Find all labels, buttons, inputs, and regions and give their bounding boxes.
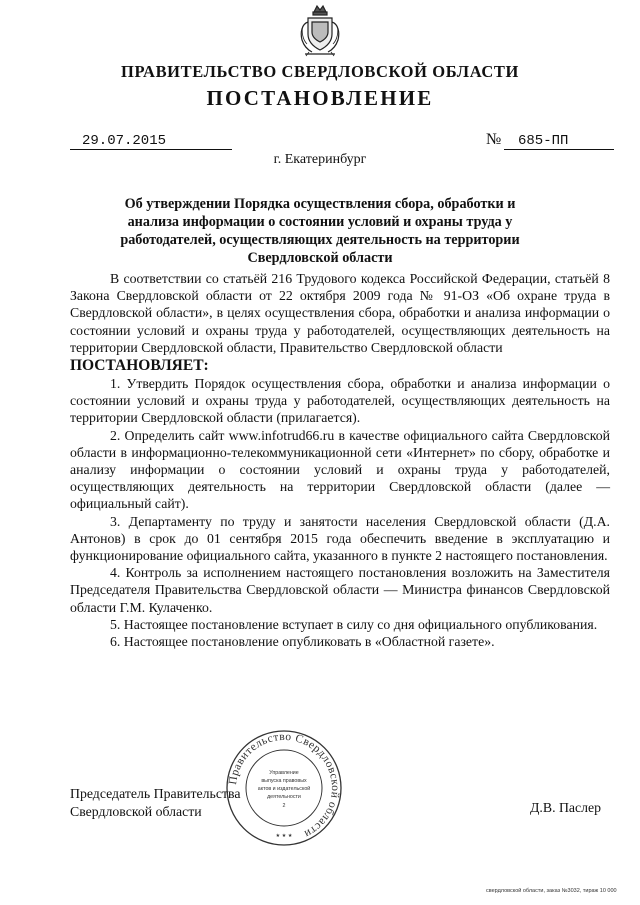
seal-text-line: выпуска правовых [261,778,307,784]
city: г. Екатеринбург [273,152,367,167]
document-date: 29.07.2015 [70,133,232,150]
signer-title [70,785,240,820]
number-label: № [486,131,502,148]
document-type-title: ПОСТАНОВЛЕНИЕ [206,86,434,110]
official-seal-stamp [224,728,344,848]
seal-ring-text: Правительство Свердловской области [226,730,342,841]
decree-item: 3. Департаменту по труду и занятости населения Свердловской области (Д.А. Антонов) в срок до 01 сентября 2015 года обеспечить введение в эксплуатацию и функционирование официального сайта, указанного в пункте 2 настоящего постановления. [70,513,610,564]
decree-item: 2. Определить сайт www.infotrud66.ru в качестве официального сайта Свердловской области в информационно-телекоммуникационной сети «Интернет» по сбору, обработке и анализу информации о состоянии условий и охраны труда у работодателей, осуществляющих деятельность на территории Свердловской области (далее — официальный сайт). [70,427,610,512]
document-number: 685-ПП [504,133,614,150]
decree-heading: ПОСТАНОВЛЯЕТ: [70,357,209,375]
government-title: ПРАВИТЕЛЬСТВО СВЕРДЛОВСКОЙ ОБЛАСТИ [121,62,519,81]
seal-text-line: Управление [269,770,299,776]
seal-text-line: актов и издательской [257,786,311,792]
decree-item: 5. Настоящее постановление вступает в силу со дня официального опубликования. [110,616,598,632]
coat-of-arms-emblem [297,2,343,58]
signer-name: Д.В. Паслер [530,800,602,815]
decree-item: 1. Утвердить Порядок осуществления сбора, обработки и анализа информации о состоянии условий и охраны труда у работодателей, осуществляющих деятельность на территории Свердловской области (прилагается). [70,376,610,426]
signer-title-line: Свердловской области [70,803,202,819]
document-subject: Об утверждении Порядка осуществления сбора, обработки и анализа информации о состоянии условий и охраны труда у работодателей, осуществляющих деятельность на территории Свердловской области [120,196,520,266]
preamble-paragraph: В соответствии со статьёй 216 Трудового кодекса Российской Федерации, статьёй 8 Закона Свердловской области от 22 октября 2009 года № 91-ОЗ «Об охране труда в Свердловской области», в целях осуществления сбора, обработки и анализа информации о состоянии условий и охраны труда у работодателей, осуществляющих деятельность на территории Свердловской области, Правительство Свердловской области [70,271,610,355]
decree-item: 6. Настоящее постановление опубликовать в «Областной газете». [110,634,495,650]
seal-number: 2 [282,803,286,809]
signer-title-line: Председатель Правительства [70,786,241,801]
seal-text-line: деятельности [267,794,301,800]
document-body [70,270,610,650]
decree-item: 4. Контроль за исполнением настоящего постановления возложить на Заместителя Председателя Правительства Свердловской области — Министра финансов Свердловской области Г.М. Кулаченко. [70,565,610,615]
seal-stars: ★ ★ ★ [275,833,293,839]
print-footnote: свердловской области, заказ №3032, тираж 10 000 [486,888,617,894]
